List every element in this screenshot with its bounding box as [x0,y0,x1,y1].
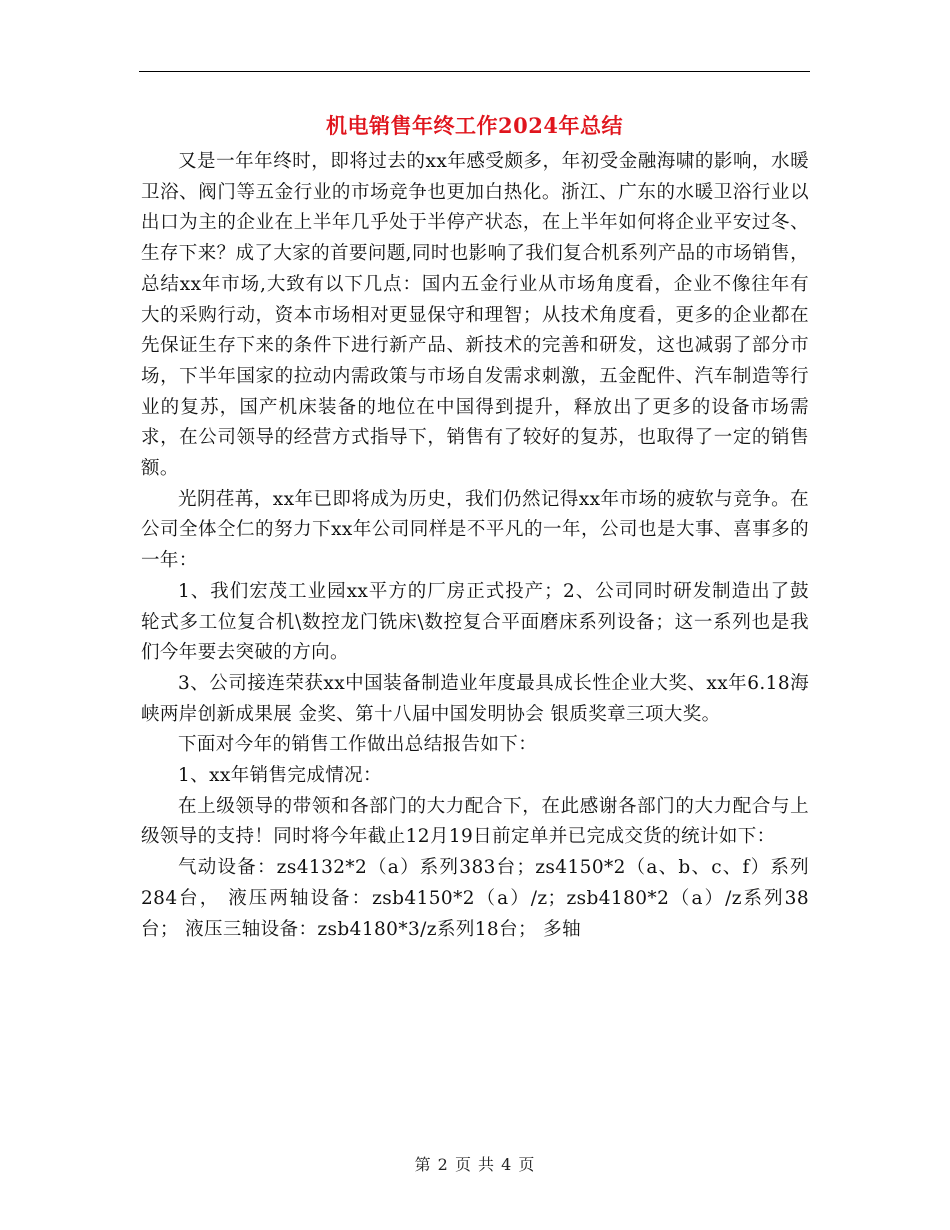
page-number: 第 2 页 共 4 页 [414,1155,536,1174]
document-title: 机电销售年终工作2024年总结 [326,113,623,138]
paragraph-item-1-2: 1、我们宏茂工业园xx平方的厂房正式投产；2、公司同时研发制造出了鼓轮式多工位复合机\数控龙门铣床\数控复合平面磨床系列设备；这一系列也是我们今年要去突破的方向。 [141,580,809,664]
paragraph-sales-intro: 在上级领导的带领和各部门的大力配合下，在此感谢各部门的大力配合与上级领导的支持！同时将今年截止12月19日前定单并已完成交货的统计如下： [141,795,809,848]
paragraph-equipment-stats: 气动设备：zs4132*2（a）系列383台；zs4150*2（a、b、c、f）系列284台， 液压两轴设备：zsb4150*2（a）/z；zsb4180*2（a）/z系列38台； 液压三轴设备：zsb4180*3/z系列18台； 多轴 [141,857,809,940]
section-heading-sales: 1、xx年销售完成情况： [178,765,382,787]
paragraph-item-3: 3、公司接连荣获xx中国装备制造业年度最具成长性企业大奖、xx年6.18海峡两岸创新成果展 金奖、第十八届中国发明协会 银质奖章三项大奖。 [141,672,809,725]
document-body [141,147,809,945]
header-rule [139,71,810,72]
paragraph-summary-intro: 下面对今年的销售工作做出总结报告如下： [178,734,538,756]
paragraph-review: 光阴荏苒，xx年已即将成为历史，我们仍然记得xx年市场的疲软与竞争。在公司全体仝仁的努力下xx年公司同样是不平凡的一年，公司也是大事、喜事多的一年： [141,488,809,572]
paragraph-intro: 又是一年年终时，即将过去的xx年感受颇多，年初受金融海啸的影响，水暖卫浴、阀门等五金行业的市场竞争也更加白热化。浙江、广东的水暖卫浴行业以出口为主的企业在上半年几乎处于半停产状态，在上半年如何将企业平安过冬、生存下来？成了大家的首要问题,同时也影响了我们复合机系列产品的市场销售，总结xx年市场,大致有以下几点：国内五金行业从市场角度看，企业不像往年有大的采购行动，资本市场相对更显保守和理智；从技术角度看，更多的企业都在先保证生存下来的条件下进行新产品、新技术的完善和研发，这也减弱了部分市场，下半年国家的拉动内需政策与市场自发需求刺激，五金配件、汽车制造等行业的复苏，国产机床装备的地位在中国得到提升，释放出了更多的设备市场需求，在公司领导的经营方式指导下，销售有了较好的复苏，也取得了一定的销售额。 [141,151,809,480]
